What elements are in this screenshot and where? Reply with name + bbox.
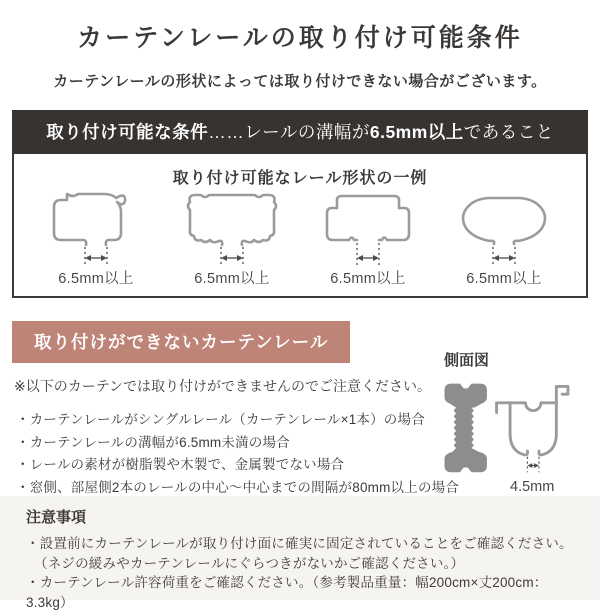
rail-shape-1 xyxy=(32,190,160,288)
banner-condition-name: 取り付け可能な条件 xyxy=(46,122,209,142)
rail-examples-title: 取り付け可能なレール形状の一例 xyxy=(172,170,428,187)
precaution-item: （ネジの緩みやカーテンレールにぐらつきがないかご確認ください。） xyxy=(34,555,465,571)
side-view-figure xyxy=(432,349,592,495)
rail-cross-section-4-icon xyxy=(443,190,565,270)
side-view-diagram-icon xyxy=(432,372,592,480)
rail-3-dim-label: 6.5mm以上 xyxy=(330,271,406,287)
page-title: カーテンレールの取り付け可能条件 xyxy=(77,24,523,52)
banner-condition-value: 6.5mm以上 xyxy=(369,122,464,142)
not-installable-note: ※以下のカーテンでは取り付けができませんのでご注意ください。 xyxy=(14,378,432,394)
side-view-dim-label: 4.5mm xyxy=(510,479,555,495)
installable-conditions-banner xyxy=(12,110,588,154)
list-item: ・窓側、部屋側2本のレールの中心〜中心までの間隔が80mm以上の場合 xyxy=(16,479,460,495)
list-item: ・レールの素材が樹脂製や木製で、金属製でない場合 xyxy=(16,457,345,472)
installable-conditions-box xyxy=(12,110,588,298)
precautions-section xyxy=(0,496,600,610)
banner-condition-suffix: であること xyxy=(463,122,554,142)
page-subtitle: カーテンレールの形状によっては取り付けできない場合がございます。 xyxy=(53,73,547,90)
list-item: ・カーテンレールがシングルレール（カーテンレール×1本）の場合 xyxy=(16,412,425,427)
not-installable-banner: 取り付けができないカーテンレール xyxy=(12,321,350,363)
rail-shape-4 xyxy=(440,190,568,288)
rail-1-dim-label: 6.5mm以上 xyxy=(58,271,134,287)
banner-condition-mid: ……レールの溝幅が xyxy=(208,122,370,142)
rail-cross-section-2-icon xyxy=(171,190,293,270)
rail-shape-3 xyxy=(304,190,432,288)
rail-4-dim-label: 6.5mm以上 xyxy=(466,271,542,287)
rail-cross-section-1-icon xyxy=(35,190,157,270)
rail-shapes-row xyxy=(20,190,580,288)
rail-cross-section-3-icon xyxy=(307,190,429,270)
precautions-heading: 注意事項 xyxy=(26,509,87,526)
rail-examples-body xyxy=(12,154,588,298)
rail-2-dim-label: 6.5mm以上 xyxy=(194,271,270,287)
precaution-item: ・カーテンレール許容荷重をご確認ください。（参考製品重量：幅200cm×丈200cm：3.3kg） xyxy=(26,575,548,610)
side-view-label: 側面図 xyxy=(444,352,490,369)
rail-shape-2 xyxy=(168,190,296,288)
not-installable-section xyxy=(0,321,600,499)
precaution-item: ・設置前にカーテンレールが取り付け面に確実に固定されていることをご確認ください。 xyxy=(26,536,573,551)
list-item: ・カーテンレールの溝幅が6.5mm未満の場合 xyxy=(16,434,290,450)
